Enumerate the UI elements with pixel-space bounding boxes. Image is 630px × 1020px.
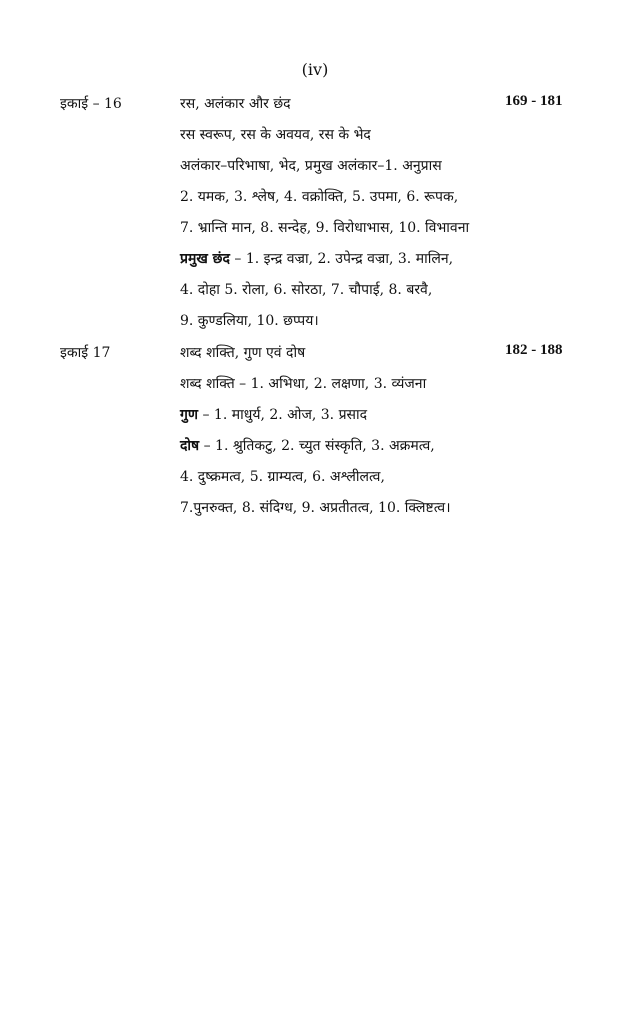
unit-line: गुण – 1. माधुर्य, 2. ओज, 3. प्रसाद [180,407,368,423]
unit-line: 4. दोहा 5. रोला, 6. सोरठा, 7. चौपाई, 8. बरवै, [180,282,433,298]
unit-line: 7.पुनरुक्त, 8. संदिग्ध, 9. अप्रतीतत्व, 10. क्लिष्टत्व। [180,500,451,516]
unit-label: इकाई – 16 [60,96,122,112]
unit-line: 2. यमक, 3. श्लेष, 4. वक्रोक्ति, 5. उपमा, 6. रूपक, [180,189,459,205]
unit-page-range: 182 - 188 [505,342,563,358]
unit-line: रस स्वरूप, रस के अवयव, रस के भेद [180,127,371,143]
unit-label: इकाई 17 [60,345,111,361]
page-number: (iv) [301,60,329,79]
unit-page-range: 169 - 181 [505,93,563,109]
unit-line: 4. दुष्क्रमत्व, 5. ग्राम्यत्व, 6. अश्लीलत्व, [180,469,385,485]
unit-line: शब्द शक्ति – 1. अभिधा, 2. लक्षणा, 3. व्यंजना [180,376,427,392]
unit-title: शब्द शक्ति, गुण एवं दोष [180,345,306,361]
unit-line: 9. कुण्डलिया, 10. छप्पय। [180,313,319,329]
unit-title: रस, अलंकार और छंद [180,96,291,112]
unit-line: प्रमुख छंद – 1. इन्द्र वज्रा, 2. उपेन्द्र वज्रा, 3. मालिन, [180,251,454,267]
unit-line: 7. भ्रान्ति मान, 8. सन्देह, 9. विरोधाभास, 10. विभावना [180,220,470,236]
unit-line: दोष – 1. श्रुतिकटु, 2. च्युत संस्कृति, 3. अक्रमत्व, [180,438,435,454]
unit-line: अलंकार–परिभाषा, भेद, प्रमुख अलंकार–1. अनुप्रास [180,158,442,174]
